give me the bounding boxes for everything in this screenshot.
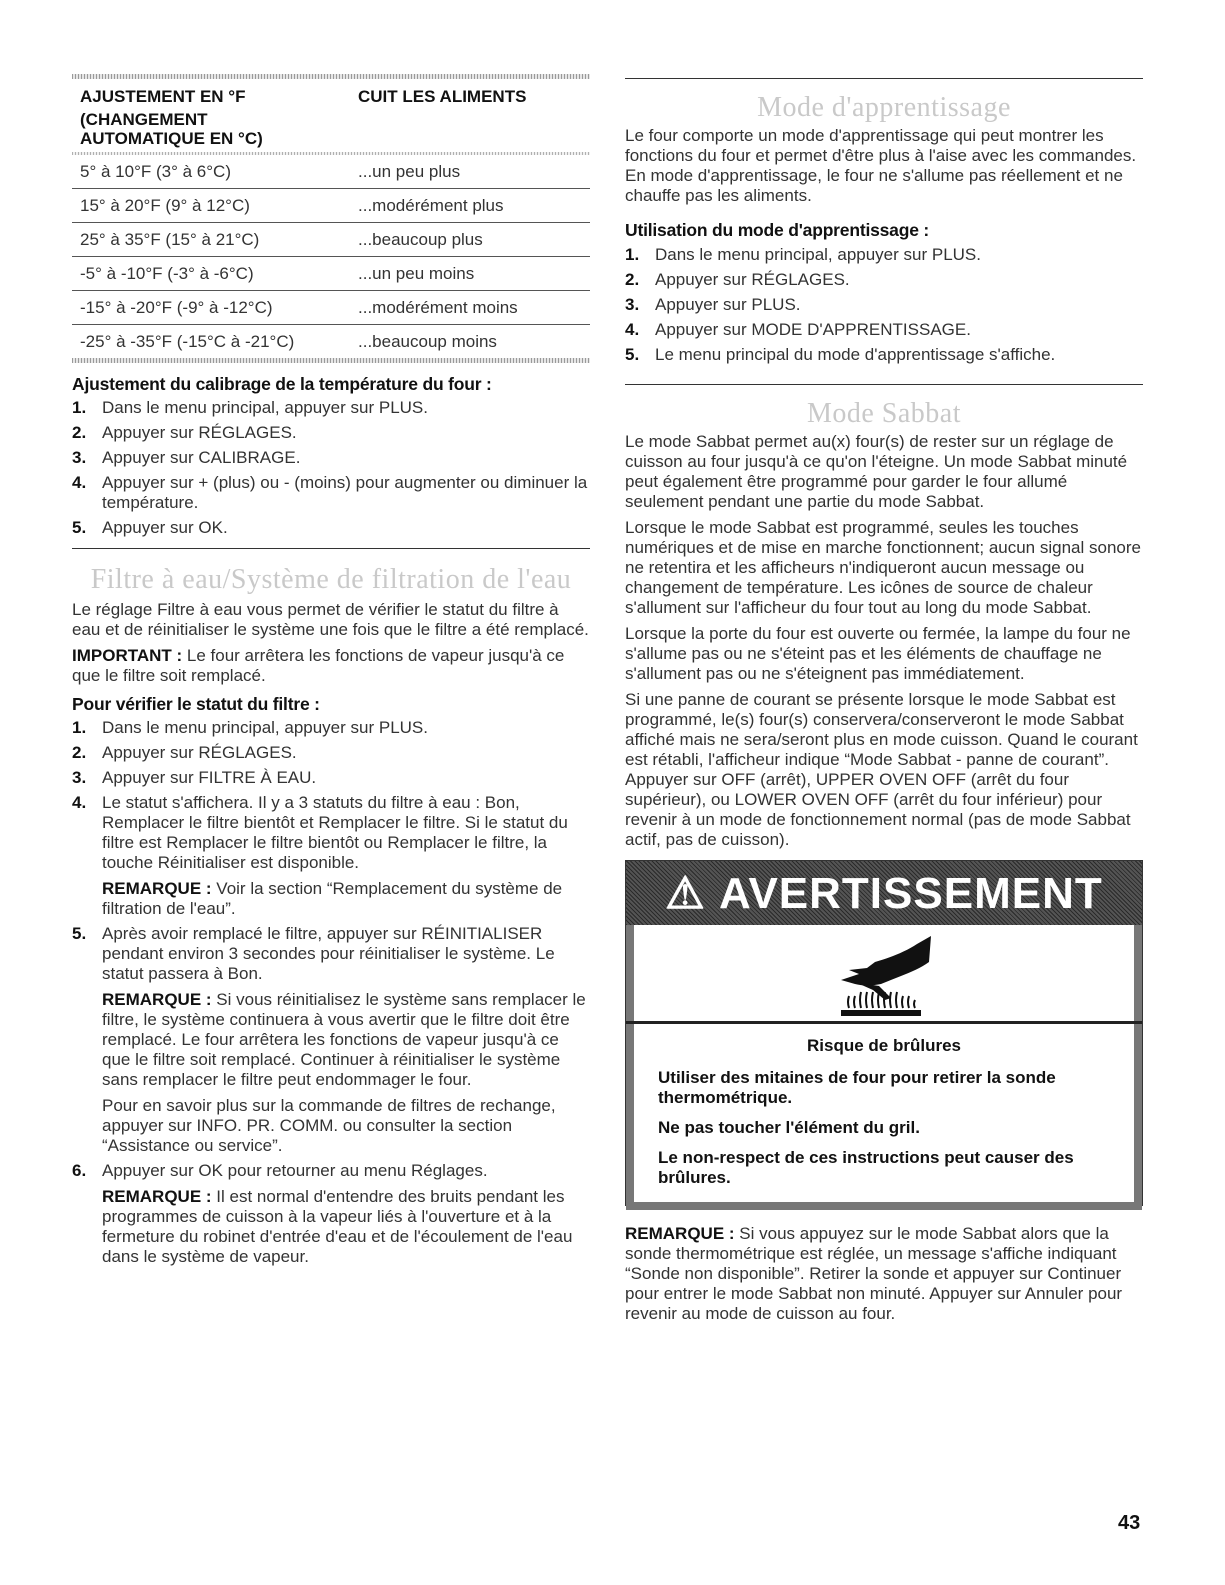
list-item (72, 1161, 590, 1267)
step-text: Appuyer sur RÉGLAGES. (102, 743, 297, 762)
step-text: Appuyer sur + (plus) ou - (moins) pour augmenter ou diminuer la température. (102, 473, 588, 512)
table-cell: ...beaucoup moins (358, 331, 497, 351)
table-bottom-border (72, 358, 590, 363)
list-item (625, 270, 1143, 290)
step-more-info: Pour en savoir plus sur la commande de filtres de rechange, appuyer sur INFO. PR. COMM. ou consulter la section “Assistance ou service”. (102, 1096, 556, 1155)
step-number: 4. (625, 320, 640, 339)
table-cell: -25° à -35°F (-15°C à -21°C) (80, 331, 295, 351)
step-note (102, 1187, 590, 1267)
table-cell: 15° à 20°F (9° à 12°C) (80, 195, 250, 215)
table-header-result: CUIT LES ALIMENTS (358, 87, 527, 106)
sabbath-mode-section (625, 398, 1143, 856)
section-divider (625, 384, 1143, 385)
sabbath-paragraph: Si une panne de courant se présente lorsque le mode Sabbat est programmé, le(s) four(s) conservera/conserveront le mode Sabbat affiché mais ne sera/seront plus en mode cuisson. Quand le courant est rétabli, l'afficheur indique “Mode Sabbat - panne de courant”. Appuyer sur OFF (arrêt), UPPER OVEN OFF (arrêt du four supérieur), ou LOWER OVEN OFF (arrêt du four inférieur) pour revenir à un mode de fonctionnement normal (pas de mode Sabbat actif, pas de cuisson). (625, 690, 1138, 849)
step-number: 2. (625, 270, 640, 289)
step-number: 5. (72, 518, 87, 537)
warning-box (625, 860, 1143, 1206)
warning-line: Le non-respect de ces instructions peut causer des brûlures. (658, 1148, 1074, 1187)
step-text: Dans le menu principal, appuyer sur PLUS. (655, 245, 981, 264)
table-cell: ...modérément plus (358, 195, 504, 215)
step-number: 3. (72, 768, 87, 787)
step-text: Appuyer sur CALIBRAGE. (102, 448, 301, 467)
warning-triangle-icon: ⚠ (665, 868, 706, 918)
table-header (72, 79, 590, 152)
warning-risk-title: Risque de brûlures (807, 1036, 961, 1055)
step-number: 4. (72, 473, 87, 492)
step-text: Appuyer sur MODE D'APPRENTISSAGE. (655, 320, 971, 339)
step-text (102, 924, 590, 1156)
warning-banner-text (665, 868, 1102, 919)
table-cell: ...modérément moins (358, 297, 518, 317)
step-number: 4. (72, 793, 87, 812)
list-item (72, 743, 590, 763)
step-number: 5. (625, 345, 640, 364)
calibration-heading: Ajustement du calibrage de la température du four : (72, 374, 492, 394)
sabbath-paragraph: Le mode Sabbat permet au(x) four(s) de rester sur un réglage de cuisson au four jusqu'à ce qu'on l'éteigne. Un mode Sabbat minuté peut également être programmé pour garder le four allumé seulement pendant une partie du mode Sabbat. (625, 432, 1128, 511)
sabbath-paragraph: Lorsque le mode Sabbat est programmé, seules les touches numériques et de mise en marche fonctionnent; aucun signal sonore ne retentira et les afficheurs n'indiqueront aucun message ou changement de température. Les icônes de source de chaleur s'allument sur l'afficheur du four tout au long du mode Sabbat. (625, 518, 1141, 617)
step-text: Appuyer sur PLUS. (655, 295, 801, 314)
warning-banner-label: AVERTISSEMENT (718, 868, 1103, 918)
step-text: Le menu principal du mode d'apprentissage s'affiche. (655, 345, 1056, 364)
calibration-section (72, 374, 590, 543)
table-cell: -15° à -20°F (-9° à -12°C) (80, 297, 273, 317)
step-text: Dans le menu principal, appuyer sur PLUS. (102, 398, 428, 417)
list-item (72, 924, 590, 1156)
step-text (102, 1161, 590, 1267)
water-filter-intro: Le réglage Filtre à eau vous permet de vérifier le statut du filtre à eau et de réinitialiser le système une fois que le filtre a été remplacé. (72, 600, 589, 639)
remark-label: REMARQUE : (625, 1224, 735, 1243)
step-body: Après avoir remplacé le filtre, appuyer sur RÉINITIALISER pendant environ 3 secondes pour réinitialiser le système. Le statut passera à Bon. (102, 924, 555, 983)
warning-icon-area (626, 925, 1142, 1021)
warning-bottom-border (626, 1202, 1142, 1210)
water-filter-important (72, 646, 590, 686)
step-body: Appuyer sur OK pour retourner au menu Réglages. (102, 1161, 488, 1180)
sabbath-probe-remark (625, 1224, 1143, 1324)
step-body: Le statut s'affichera. Il y a 3 statuts du filtre à eau : Bon, Remplacer le filtre bientôt et Remplacer le filtre. Si le statut du filtre est Remplacer le filtre bientôt ou Remplacer le filtre, la touche Réinitialiser est disponible. (102, 793, 568, 872)
list-item (72, 448, 590, 468)
demo-mode-title: Mode d'apprentissage (757, 92, 1011, 123)
calibration-steps (72, 398, 590, 538)
step-note (102, 879, 590, 919)
step-text: Appuyer sur OK. (102, 518, 228, 537)
table-row (72, 257, 590, 291)
note-label: REMARQUE : (102, 1187, 212, 1206)
step-text: Appuyer sur RÉGLAGES. (102, 423, 297, 442)
water-filter-title: Filtre à eau/Système de filtration de l'eau (90, 564, 572, 595)
step-number: 1. (72, 718, 87, 737)
step-text: Appuyer sur RÉGLAGES. (655, 270, 850, 289)
warning-line: Utiliser des mitaines de four pour retirer la sonde thermométrique. (658, 1068, 1056, 1107)
page-number: 43 (1118, 1512, 1141, 1534)
list-item (625, 245, 1143, 265)
step-number: 3. (625, 295, 640, 314)
table-header-adjustment: AJUSTEMENT EN °F (CHANGEMENT AUTOMATIQUE EN °C) (80, 87, 263, 148)
step-number: 6. (72, 1161, 87, 1180)
note-label: REMARQUE : (102, 879, 212, 898)
note-text: Si vous réinitialisez le système sans remplacer le filtre, le système continuera à vous avertir que le filtre doit être remplacé. Le four arrêtera les fonctions de vapeur jusqu'à ce que le filtre soit remplacé. Continuer à réinitialiser le système sans remplacer le filtre peut endommager le four. (102, 990, 586, 1089)
step-text: Dans le menu principal, appuyer sur PLUS. (102, 718, 428, 737)
step-text: Appuyer sur FILTRE À EAU. (102, 768, 317, 787)
table-row (72, 325, 590, 358)
warning-text-area (626, 1024, 1142, 1202)
sabbath-paragraph: Lorsque la porte du four est ouverte ou fermée, la lampe du four ne s'allume pas ou ne s'éteint pas et les éléments de chauffage ne s'allument pas ou ne s'éteignent pas immédiatement. (625, 624, 1131, 683)
sabbath-mode-title: Mode Sabbat (806, 398, 962, 429)
list-item (72, 518, 590, 538)
temperature-adjustment-table (72, 74, 590, 363)
warning-line: Ne pas toucher l'élément du gril. (658, 1118, 920, 1137)
list-item (72, 473, 590, 513)
filter-steps (72, 718, 590, 1267)
table-row (72, 291, 590, 325)
step-number: 3. (72, 448, 87, 467)
table-cell: ...un peu plus (358, 161, 461, 181)
table-cell: -5° à -10°F (-3° à -6°C) (80, 263, 254, 283)
table-cell: 5° à 10°F (3° à 6°C) (80, 161, 231, 181)
demo-mode-heading: Utilisation du mode d'apprentissage : (625, 220, 930, 240)
list-item (72, 793, 590, 919)
list-item (625, 345, 1143, 365)
list-item (72, 718, 590, 738)
note-text: Il est normal d'entendre des bruits pendant les programmes de cuisson à la vapeur liés à l'ouverture et à la fermeture du robinet d'entrée d'eau et de l'écoulement de l'eau dans le système de vapeur. (102, 1187, 573, 1266)
table-row (72, 189, 590, 223)
table-cell: ...un peu moins (358, 263, 475, 283)
table-cell: 25° à 35°F (15° à 21°C) (80, 229, 260, 249)
step-number: 1. (625, 245, 640, 264)
important-text: Le four arrêtera les fonctions de vapeur jusqu'à ce que le filtre soit remplacé. (72, 646, 565, 685)
note-label: REMARQUE : (102, 990, 212, 1009)
table-row (72, 155, 590, 189)
note-text: Voir la section “Remplacement du système de filtration de l'eau”. (102, 879, 563, 918)
list-item (72, 423, 590, 443)
step-text (102, 793, 590, 919)
demo-mode-steps (625, 245, 1143, 365)
list-item (625, 320, 1143, 340)
list-item (625, 295, 1143, 315)
filter-status-heading: Pour vérifier le statut du filtre : (72, 694, 320, 714)
water-filter-section (72, 564, 590, 1272)
remark-text: Si vous appuyez sur le mode Sabbat alors que la sonde thermométrique est réglée, un message s'affiche indiquant “Sonde non disponible”. Retirer la sonde et appuyer sur Continuer pour entrer le mode Sabbat non minuté. Appuyer sur Annuler pour revenir au mode de cuisson au four. (625, 1224, 1123, 1323)
section-divider (72, 548, 590, 549)
table-cell: ...beaucoup plus (358, 229, 483, 249)
step-note (102, 990, 590, 1090)
hot-surface-hand-icon (819, 928, 949, 1018)
important-label: IMPORTANT : (72, 646, 183, 665)
list-item (72, 398, 590, 418)
step-number: 2. (72, 743, 87, 762)
step-number: 1. (72, 398, 87, 417)
step-number: 5. (72, 924, 87, 943)
list-item (72, 768, 590, 788)
step-number: 2. (72, 423, 87, 442)
table-row (72, 223, 590, 257)
demo-mode-section (625, 92, 1143, 370)
section-divider (625, 78, 1143, 79)
warning-banner (626, 861, 1142, 925)
demo-mode-intro: Le four comporte un mode d'apprentissage qui peut montrer les fonctions du four et permet d'être plus à l'aise avec les commandes. En mode d'apprentissage, le four ne s'allume pas réellement et ne chauffe pas les aliments. (625, 126, 1137, 205)
